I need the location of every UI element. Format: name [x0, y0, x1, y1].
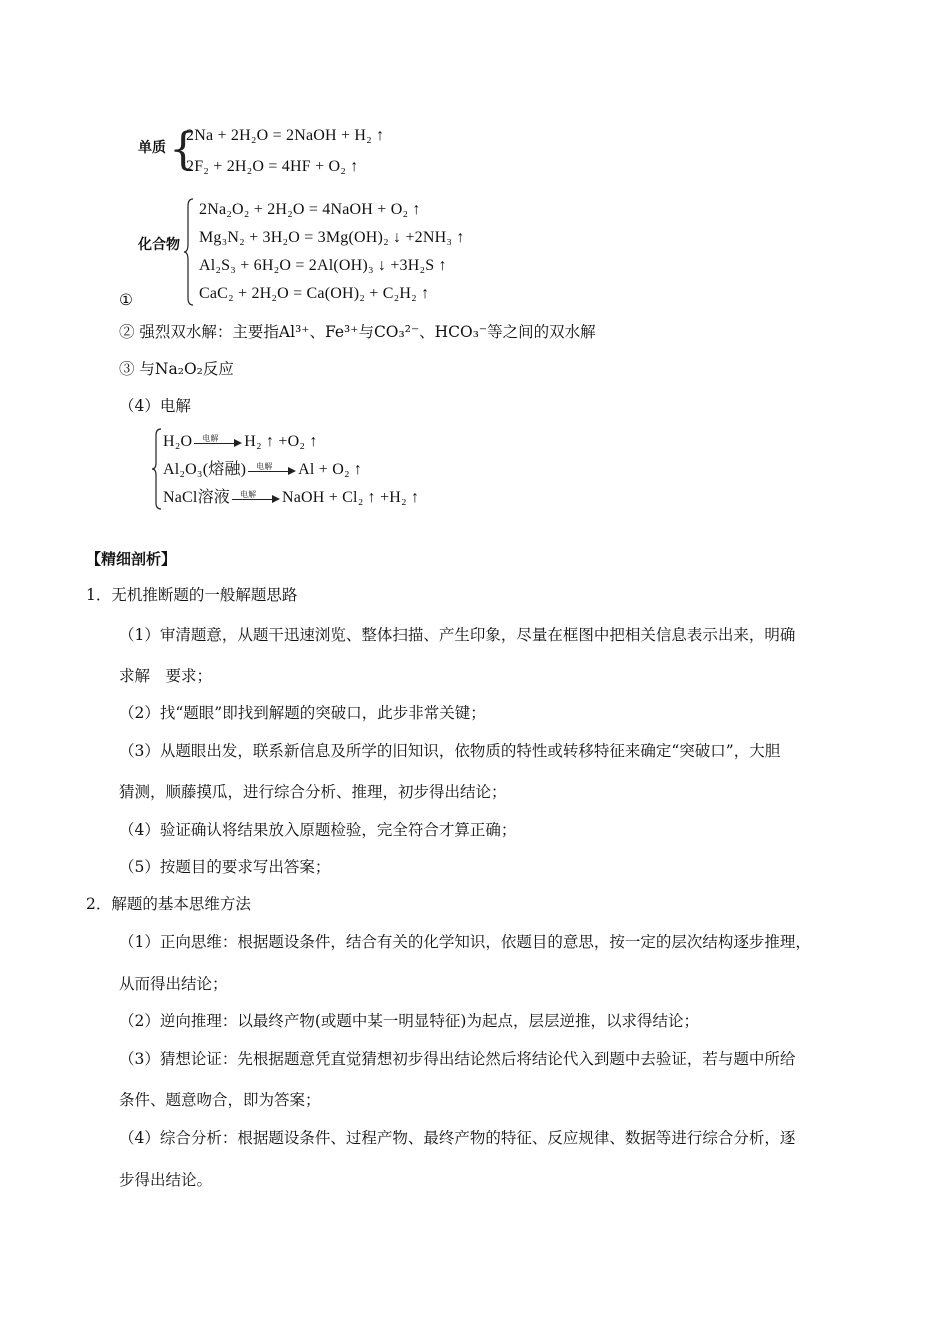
electrolysis-reactant-2: Al₂O₃(熔融) [163, 461, 247, 478]
compound-equation-4: CaC₂ + 2H₂O = Ca(OH)₂ + C₂H₂ ↑ [199, 285, 430, 302]
s1-paragraph-1b: 求解 要求； [119, 667, 213, 685]
s2-paragraph-1b: 从而得出结论； [119, 975, 228, 993]
element-brace: { [169, 124, 197, 175]
s1-paragraph-4: （4）验证确认将结果放入原题检验，完全符合才算正确； [119, 821, 517, 839]
s2-paragraph-3a: （3）猜想论证：先根据题意凭直觉猜想初步得出结论然后将结论代入到题中去验证，若与题中所给 [119, 1050, 796, 1068]
electrolysis-product-2: Al + O₂ ↑ [298, 461, 363, 478]
electrolysis-product-3: NaOH + Cl₂ ↑ +H₂ ↑ [281, 489, 420, 506]
s2-paragraph-1a: （1）正向思维：根据题设条件，结合有关的化学知识，依题目的意思，按一定的层次结构逐步推理， [119, 933, 811, 951]
element-label: 单质 [138, 140, 166, 156]
electrolysis-condition: 电解 [239, 490, 257, 500]
electrolysis-equation-1 [163, 432, 318, 452]
s2-paragraph-3b: 条件、题意吻合，即为答案； [119, 1091, 321, 1109]
electrolysis-arrow-icon [248, 463, 296, 477]
s2-title: 2．解题的基本思维方法 [86, 895, 251, 913]
electrolysis-brace [152, 428, 162, 510]
electrolysis-arrow-icon [232, 491, 280, 505]
s1-title: 1．无机推断题的一般解题思路 [86, 586, 298, 604]
item-4-electrolysis: （4）电解 [119, 397, 191, 415]
compound-equation-1: 2Na₂O₂ + 2H₂O = 4NaOH + O₂ ↑ [199, 201, 421, 218]
electrolysis-condition: 电解 [202, 434, 219, 444]
electrolysis-arrow-icon [194, 435, 242, 449]
s2-paragraph-4a: （4）综合分析：根据题设条件、过程产物、最终产物的特征、反应规律、数据等进行综合分析，逐 [119, 1129, 796, 1147]
compound-equation-2: Mg₃N₂ + 3H₂O = 3Mg(OH)₂ ↓ +2NH₃ ↑ [199, 229, 465, 246]
element-equation-2: 2F₂ + 2H₂O = 4HF + O₂ ↑ [186, 158, 359, 175]
s1-paragraph-3b: 猜测，顺藤摸瓜，进行综合分析、推理，初步得出结论； [119, 783, 507, 801]
element-equation-1: 2Na + 2H₂O = 2NaOH + H₂ ↑ [186, 127, 385, 144]
s2-paragraph-4b: 步得出结论。 [119, 1171, 213, 1189]
compound-brace [184, 198, 194, 306]
compound-equation-3: Al₂S₃ + 6H₂O = 2Al(OH)₃ ↓ +3H₂S ↑ [199, 257, 447, 274]
item-3-na2o2: ③ 与Na₂O₂反应 [119, 360, 234, 378]
item-2-double-hydrolysis: ② 强烈双水解：主要指Al³⁺、Fe³⁺与CO₃²⁻、HCO₃⁻等之间的双水解 [119, 323, 596, 341]
electrolysis-equation-2 [163, 460, 362, 480]
s1-paragraph-2: （2）找“题眼”即找到解题的突破口，此步非常关键； [119, 704, 486, 722]
item-marker-1: ① [119, 291, 133, 309]
electrolysis-reactant-1: H₂O [163, 433, 193, 450]
electrolysis-product-1: H₂ ↑ +O₂ ↑ [244, 433, 318, 450]
electrolysis-condition: 电解 [256, 462, 273, 472]
compound-label: 化合物 [138, 237, 180, 253]
s1-paragraph-5: （5）按题目的要求写出答案； [119, 858, 331, 876]
s2-paragraph-2: （2）逆向推理：以最终产物(或题中某一明显特征)为起点，层层逆推，以求得结论； [119, 1012, 699, 1030]
s1-paragraph-3a: （3）从题眼出发，联系新信息及所学的旧知识，依物质的特性或转移特征来确定“突破口”，大胆 [119, 742, 781, 760]
s1-paragraph-1a: （1）审清题意，从题干迅速浏览、整体扫描、产生印象，尽量在框图中把相关信息表示出来，明确 [119, 626, 796, 644]
section-title: 【精细剖析】 [86, 550, 177, 568]
electrolysis-reactant-3: NaCl溶液 [163, 489, 230, 506]
electrolysis-equation-3 [163, 488, 419, 508]
